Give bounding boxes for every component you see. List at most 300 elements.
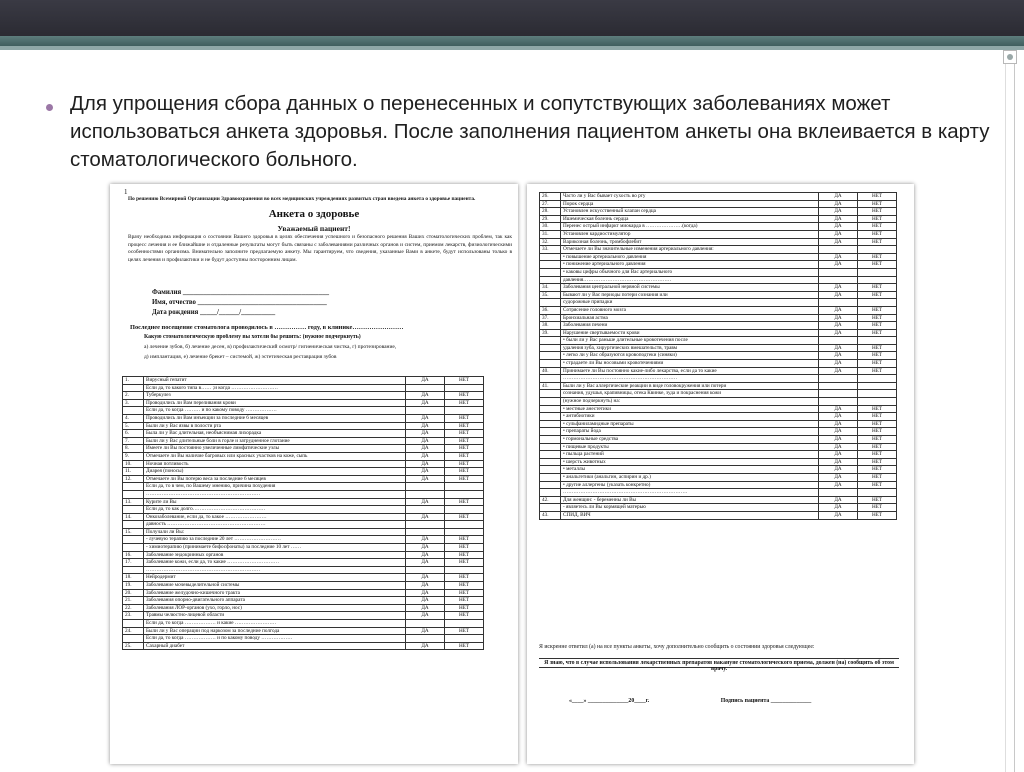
- answer-no: НЕТ: [445, 392, 484, 400]
- answer-no: НЕТ: [445, 589, 484, 597]
- answer-yes: ДА: [819, 413, 858, 421]
- question-text: Получали ли Вы:: [144, 528, 406, 536]
- right-border-line: [1014, 52, 1015, 772]
- question-number: [540, 405, 561, 413]
- answer-yes: ДА: [819, 458, 858, 466]
- question-text: (нужное подчеркнуть) на:: [561, 398, 819, 406]
- question-text: судорожные припадки: [561, 299, 819, 307]
- question-text: удаления зуба, хирургических вмешательств, травм: [561, 344, 819, 352]
- answer-yes: ДА: [406, 498, 445, 506]
- table-row: [123, 422, 484, 430]
- question-number: [540, 253, 561, 261]
- answer-no: НЕТ: [858, 405, 897, 413]
- answer-yes: [406, 620, 445, 628]
- surname-field: Фамилия ___________________________________________: [152, 289, 330, 296]
- question-text: Отмечаете ли Вы значительные изменения артериального давления:: [561, 246, 819, 254]
- table-row: [540, 458, 897, 466]
- question-text: Если да, то в чем, по Вашему мнению, причина похудения: [144, 483, 406, 491]
- question-number: 23.: [123, 612, 144, 620]
- table-row: [540, 413, 897, 421]
- question-number: [540, 473, 561, 481]
- top-bar: [0, 0, 1024, 36]
- table-row: [540, 208, 897, 216]
- answer-no: НЕТ: [858, 306, 897, 314]
- question-number: 40.: [540, 367, 561, 375]
- accent-stripe: [0, 36, 1024, 46]
- answer-yes: ДА: [819, 215, 858, 223]
- question-number: [540, 261, 561, 269]
- answer-yes: ДА: [819, 428, 858, 436]
- table-row: [123, 559, 484, 567]
- question-number: [123, 536, 144, 544]
- question-text: • пищевые продукты: [561, 443, 819, 451]
- question-text: • страдаете ли Вы носовыми кровотечениями: [561, 360, 819, 368]
- table-row: [540, 261, 897, 269]
- answer-yes: ДА: [406, 392, 445, 400]
- question-text: Отмечаете ли Вы наличие багровых или красных участков на коже, сыпь: [144, 452, 406, 460]
- answer-no: [858, 489, 897, 497]
- answer-no: НЕТ: [445, 551, 484, 559]
- answer-yes: ДА: [819, 473, 858, 481]
- answer-yes: ДА: [406, 437, 445, 445]
- answer-no: НЕТ: [858, 458, 897, 466]
- answer-yes: [406, 521, 445, 529]
- answer-no: НЕТ: [445, 513, 484, 521]
- answer-no: НЕТ: [445, 536, 484, 544]
- problem-question: Какую стоматологическую проблему вы хотели бы решить: (нужное подчеркнуть): [144, 334, 361, 340]
- answer-no: НЕТ: [858, 291, 897, 299]
- question-number: [540, 428, 561, 436]
- answer-yes: [406, 490, 445, 498]
- question-text: Диарея (поносы): [144, 468, 406, 476]
- answer-no: НЕТ: [445, 437, 484, 445]
- table-row: [540, 344, 897, 352]
- answer-yes: [406, 483, 445, 491]
- question-number: [123, 544, 144, 552]
- table-row: [123, 612, 484, 620]
- answer-no: НЕТ: [445, 475, 484, 483]
- answer-no: НЕТ: [858, 314, 897, 322]
- question-number: [540, 420, 561, 428]
- table-row: [540, 390, 897, 398]
- answer-no: НЕТ: [445, 559, 484, 567]
- question-text: Заболевания центральной нервной системы: [561, 284, 819, 292]
- table-row: [123, 627, 484, 635]
- answer-yes: [819, 337, 858, 345]
- answer-yes: ДА: [819, 481, 858, 489]
- answer-yes: ДА: [406, 452, 445, 460]
- table-row: [123, 483, 484, 491]
- question-number: 2.: [123, 392, 144, 400]
- question-number: [540, 276, 561, 284]
- answer-no: НЕТ: [445, 452, 484, 460]
- answer-yes: ДА: [406, 422, 445, 430]
- question-number: 33.: [540, 246, 561, 254]
- question-text: Установлен кардиостимулятор: [561, 230, 819, 238]
- medication-promise: Я знаю, что в случае использования лекарственных препаратов накануне стоматологического приема, должен (на) сообщить об этом врачу.: [544, 660, 894, 672]
- question-text: Ишемическая болезнь сердца: [561, 215, 819, 223]
- answer-yes: ДА: [819, 436, 858, 444]
- question-number: [123, 407, 144, 415]
- table-row: [123, 452, 484, 460]
- question-number: [540, 413, 561, 421]
- question-text: Имеете ли Вы постоянно увеличенные лимфатические узлы: [144, 445, 406, 453]
- answer-yes: ДА: [406, 468, 445, 476]
- answer-no: НЕТ: [858, 451, 897, 459]
- answer-yes: ДА: [819, 367, 858, 375]
- answer-yes: [406, 407, 445, 415]
- table-row: [123, 604, 484, 612]
- table-row: [123, 536, 484, 544]
- table-row: [540, 238, 897, 246]
- answer-no: [445, 620, 484, 628]
- table-row: [123, 589, 484, 597]
- question-number: 20.: [123, 589, 144, 597]
- table-row: [123, 430, 484, 438]
- answer-no: НЕТ: [858, 511, 897, 519]
- question-number: [540, 268, 561, 276]
- question-text: Заболевания ЛОР-органов (ухо, горло, нос): [144, 604, 406, 612]
- answer-no: НЕТ: [858, 344, 897, 352]
- question-number: [540, 360, 561, 368]
- answer-no: НЕТ: [445, 460, 484, 468]
- table-row: [123, 399, 484, 407]
- answer-yes: ДА: [406, 460, 445, 468]
- table-row: [540, 337, 897, 345]
- table-row: [123, 620, 484, 628]
- question-number: 19.: [123, 582, 144, 590]
- question-number: [540, 375, 561, 383]
- question-text: Была ли у Вас длительная, необъяснимая лихорадка: [144, 430, 406, 438]
- intro-paragraph: Врачу необходима информация о состоянии Вашего здоровья в целях обеспечения успешного и безопасного решения Ваших стоматологических проблем, так как процесс лечения и ее ближайшие и отдаленные результаты могут быть связаны с заболеваниями различных органов и систем, приемом лекарств, физиологическими особенностями организма. Внимательно заполните предлагаемую анкету. Мы гарантируем, что сведения, указанные Вами в анкете, будут использованы только в целях лечения и профилактики и не будут доступны посторонним лицам.: [128, 234, 512, 263]
- answer-no: НЕТ: [858, 238, 897, 246]
- answer-no: [858, 375, 897, 383]
- answer-no: НЕТ: [858, 496, 897, 504]
- answer-no: [445, 384, 484, 392]
- question-text: • препараты йода: [561, 428, 819, 436]
- table-row: [540, 451, 897, 459]
- table-row: [540, 299, 897, 307]
- table-row: [123, 445, 484, 453]
- table-row: [123, 635, 484, 643]
- question-number: [540, 398, 561, 406]
- table-row: [123, 437, 484, 445]
- table-row: [123, 521, 484, 529]
- answer-no: НЕТ: [858, 443, 897, 451]
- answer-no: НЕТ: [445, 544, 484, 552]
- question-text: Туберкулез: [144, 392, 406, 400]
- question-text: Если да, то как долго……………………………………: [144, 506, 406, 514]
- answer-no: НЕТ: [858, 261, 897, 269]
- table-row: [540, 428, 897, 436]
- table-row: [540, 215, 897, 223]
- question-number: [540, 436, 561, 444]
- question-text: сознания, удушья, крапивницы, отека Квинке, зуда и покраснения кожи: [561, 390, 819, 398]
- answer-no: НЕТ: [445, 642, 484, 650]
- answer-yes: [406, 566, 445, 574]
- answer-no: НЕТ: [858, 466, 897, 474]
- table-row: [123, 498, 484, 506]
- question-number: 15.: [123, 528, 144, 536]
- answer-no: [445, 483, 484, 491]
- question-text: Установлен искусственный клапан сердца: [561, 208, 819, 216]
- question-text: Ночная потливость: [144, 460, 406, 468]
- question-text: СПИД, ВИЧ: [561, 511, 819, 519]
- question-text: Перенес острый инфаркт миокарда в …………………(когда): [561, 223, 819, 231]
- table-row: [540, 360, 897, 368]
- table-row: [540, 473, 897, 481]
- question-number: 24.: [123, 627, 144, 635]
- answer-yes: ДА: [819, 193, 858, 201]
- answer-yes: [819, 382, 858, 390]
- form-title: Анкета о здоровье: [268, 208, 360, 220]
- answer-yes: [819, 276, 858, 284]
- answer-no: НЕТ: [445, 414, 484, 422]
- answer-no: НЕТ: [858, 436, 897, 444]
- answer-no: НЕТ: [858, 329, 897, 337]
- question-number: 25.: [123, 642, 144, 650]
- sincere-text: Я искренне ответил (а) на все пункты анкеты, хочу дополнительно сообщить о состоянии здоровья следующее:: [539, 644, 815, 650]
- table-row: [540, 481, 897, 489]
- question-text: Заболевание эндокринных органов: [144, 551, 406, 559]
- answer-yes: ДА: [819, 451, 858, 459]
- question-text: Если да, то когда ……………… и по какому поводу ………………: [144, 635, 406, 643]
- answer-yes: ДА: [819, 223, 858, 231]
- answer-yes: [819, 246, 858, 254]
- table-row: [123, 513, 484, 521]
- who-decree: По решению Всемирной Организации Здравоохранения во всех медицинских учреждениях развитых стран введена анкета о здоровье пациента.: [128, 196, 476, 202]
- question-number: 13.: [123, 498, 144, 506]
- answer-yes: ДА: [406, 430, 445, 438]
- question-text: • понижение артериального давления: [561, 261, 819, 269]
- question-number: [123, 490, 144, 498]
- question-number: 11.: [123, 468, 144, 476]
- table-row: [540, 489, 897, 497]
- table-row: [540, 352, 897, 360]
- table-row: [123, 384, 484, 392]
- table-row: [123, 582, 484, 590]
- table-row: [540, 276, 897, 284]
- question-text: Курите ли Вы: [144, 498, 406, 506]
- answer-no: НЕТ: [445, 627, 484, 635]
- answer-no: НЕТ: [858, 428, 897, 436]
- question-text: Проводились ли Вам инъекции за последние 6 месяцев: [144, 414, 406, 422]
- answer-yes: ДА: [819, 496, 858, 504]
- answer-yes: ДА: [406, 414, 445, 422]
- questionnaire-page-1: [110, 184, 518, 764]
- answer-no: [445, 635, 484, 643]
- table-row: [540, 436, 897, 444]
- question-text: Если да, то когда ……… и по какому поводу ………………: [144, 407, 406, 415]
- answer-yes: ДА: [819, 230, 858, 238]
- question-text: давления……………………………………………: [561, 276, 819, 284]
- question-number: 6.: [123, 430, 144, 438]
- answer-yes: ДА: [406, 544, 445, 552]
- answer-yes: [819, 375, 858, 383]
- answer-no: [445, 528, 484, 536]
- question-number: 36.: [540, 306, 561, 314]
- question-number: 8.: [123, 445, 144, 453]
- table-row: [123, 642, 484, 650]
- question-number: [540, 451, 561, 459]
- answer-yes: ДА: [819, 443, 858, 451]
- answer-yes: ДА: [406, 612, 445, 620]
- answer-no: [445, 506, 484, 514]
- question-text: Заболевание мочевыделительной системы: [144, 582, 406, 590]
- answer-yes: ДА: [819, 420, 858, 428]
- answer-yes: ДА: [819, 253, 858, 261]
- answer-no: НЕТ: [445, 430, 484, 438]
- intro-text: Для упрощения сбора данных о перенесенных и сопутствующих заболеваниях может использоваться анкета здоровья. После заполнения пациентом анкеты она вклеивается в карту стоматологического больного.: [70, 92, 990, 171]
- table-row: [123, 468, 484, 476]
- question-number: [540, 504, 561, 512]
- answer-yes: ДА: [406, 642, 445, 650]
- question-text: • были ли у Вас раньше длительные кровотечения после: [561, 337, 819, 345]
- question-number: 22.: [123, 604, 144, 612]
- right-guide-line: [1005, 52, 1006, 772]
- question-text: Вирусный гепатит: [144, 377, 406, 385]
- table-row: [540, 306, 897, 314]
- answer-yes: [406, 635, 445, 643]
- answer-yes: [819, 268, 858, 276]
- answer-no: НЕТ: [445, 582, 484, 590]
- answer-no: НЕТ: [858, 322, 897, 330]
- question-text: Заболевание кожи, если да, то какие …………………………: [144, 559, 406, 567]
- table-row: [540, 284, 897, 292]
- question-text: - химиотерапию (принимаете бифосфонаты) за последние 10 лет ……: [144, 544, 406, 552]
- answer-yes: ДА: [819, 200, 858, 208]
- question-number: [540, 337, 561, 345]
- answer-no: [858, 382, 897, 390]
- question-number: [540, 489, 561, 497]
- answer-no: НЕТ: [858, 284, 897, 292]
- answer-yes: ДА: [406, 582, 445, 590]
- answer-no: [858, 276, 897, 284]
- question-number: 1.: [123, 377, 144, 385]
- answer-yes: ДА: [406, 589, 445, 597]
- table-row: [540, 268, 897, 276]
- table-row: [540, 443, 897, 451]
- answer-no: [445, 521, 484, 529]
- question-number: 18.: [123, 574, 144, 582]
- question-number: 27.: [540, 200, 561, 208]
- table-row: [540, 382, 897, 390]
- table-row: [123, 574, 484, 582]
- table-row: [123, 414, 484, 422]
- question-number: 39.: [540, 329, 561, 337]
- question-number: [540, 443, 561, 451]
- answer-yes: ДА: [406, 445, 445, 453]
- question-number: [123, 384, 144, 392]
- question-text: ………………………………………………………………: [561, 489, 819, 497]
- question-number: 31.: [540, 230, 561, 238]
- corner-ornament-icon: [1003, 50, 1017, 64]
- question-text: Принимаете ли Вы постоянно какие-либо лекарства, если да то какие: [561, 367, 819, 375]
- table-row: [540, 329, 897, 337]
- answer-yes: ДА: [406, 475, 445, 483]
- accent-stripe-light: [0, 46, 1024, 50]
- answer-yes: ДА: [819, 314, 858, 322]
- question-number: 12.: [123, 475, 144, 483]
- answer-yes: ДА: [819, 504, 858, 512]
- greeting: Уважаемый пациент!: [277, 224, 351, 233]
- answer-yes: ДА: [406, 597, 445, 605]
- question-number: 4.: [123, 414, 144, 422]
- table-row: [540, 420, 897, 428]
- answer-no: НЕТ: [858, 215, 897, 223]
- question-number: 7.: [123, 437, 144, 445]
- questions-table-right: [539, 192, 897, 520]
- answer-yes: ДА: [819, 322, 858, 330]
- answer-yes: ДА: [819, 306, 858, 314]
- question-text: Сотрясение головного мозга: [561, 306, 819, 314]
- question-text: Отмечаете ли Вы потерю веса за последние 6 месяцев: [144, 475, 406, 483]
- question-number: [540, 352, 561, 360]
- answer-no: НЕТ: [858, 230, 897, 238]
- question-number: 9.: [123, 452, 144, 460]
- question-number: [540, 390, 561, 398]
- answer-no: [858, 299, 897, 307]
- answer-no: НЕТ: [858, 360, 897, 368]
- answer-no: НЕТ: [858, 420, 897, 428]
- answer-no: НЕТ: [858, 193, 897, 201]
- answer-yes: ДА: [819, 208, 858, 216]
- table-row: [540, 496, 897, 504]
- question-text: Если да, то какого типа в…… ;и когда ………………………: [144, 384, 406, 392]
- date-line: «____» ______________20____г.: [569, 698, 650, 704]
- question-text: Если да, то когда ……………… и какие ……………………: [144, 620, 406, 628]
- question-number: 10.: [123, 460, 144, 468]
- question-text: …………………………………………………………: [144, 490, 406, 498]
- table-row: [123, 490, 484, 498]
- bullet-icon: [46, 104, 53, 111]
- question-text: Были ли у Вас длительные боли в горле и затрудненное глотание: [144, 437, 406, 445]
- table-row: [540, 246, 897, 254]
- question-text: Часто ли у Вас бывает сухость во рту: [561, 193, 819, 201]
- question-text: …………………………………………………………: [561, 375, 819, 383]
- answer-yes: ДА: [819, 291, 858, 299]
- question-number: [540, 458, 561, 466]
- question-number: [540, 481, 561, 489]
- answer-no: [858, 337, 897, 345]
- answer-no: [858, 268, 897, 276]
- question-text: • каковы цифры обычного для Вас артериального: [561, 268, 819, 276]
- question-number: 14.: [123, 513, 144, 521]
- question-number: [540, 466, 561, 474]
- answer-yes: ДА: [819, 466, 858, 474]
- answer-no: НЕТ: [858, 208, 897, 216]
- question-text: Порок сердца: [561, 200, 819, 208]
- signature-line: Подпись пациента ______________: [720, 698, 812, 704]
- table-row: [123, 460, 484, 468]
- question-text: - лучевую терапию за последние 20 лет ………………………: [144, 536, 406, 544]
- answer-no: НЕТ: [858, 413, 897, 421]
- question-text: Нейродермит: [144, 574, 406, 582]
- answer-yes: ДА: [819, 511, 858, 519]
- question-number: 34.: [540, 284, 561, 292]
- answer-yes: ДА: [406, 574, 445, 582]
- table-row: [540, 314, 897, 322]
- answer-yes: ДА: [406, 551, 445, 559]
- question-number: 16.: [123, 551, 144, 559]
- question-number: 21.: [123, 597, 144, 605]
- question-text: Сахарный диабет: [144, 642, 406, 650]
- question-number: 43.: [540, 511, 561, 519]
- problem-options-line-2: д) имплантация, е) лечение брекет – системой, ж) эстетическая реставрация зубов: [144, 354, 337, 360]
- question-text: • другие аллергены (указать конкретно): [561, 481, 819, 489]
- question-text: Были ли у Вас язвы в полости рта: [144, 422, 406, 430]
- question-number: [123, 483, 144, 491]
